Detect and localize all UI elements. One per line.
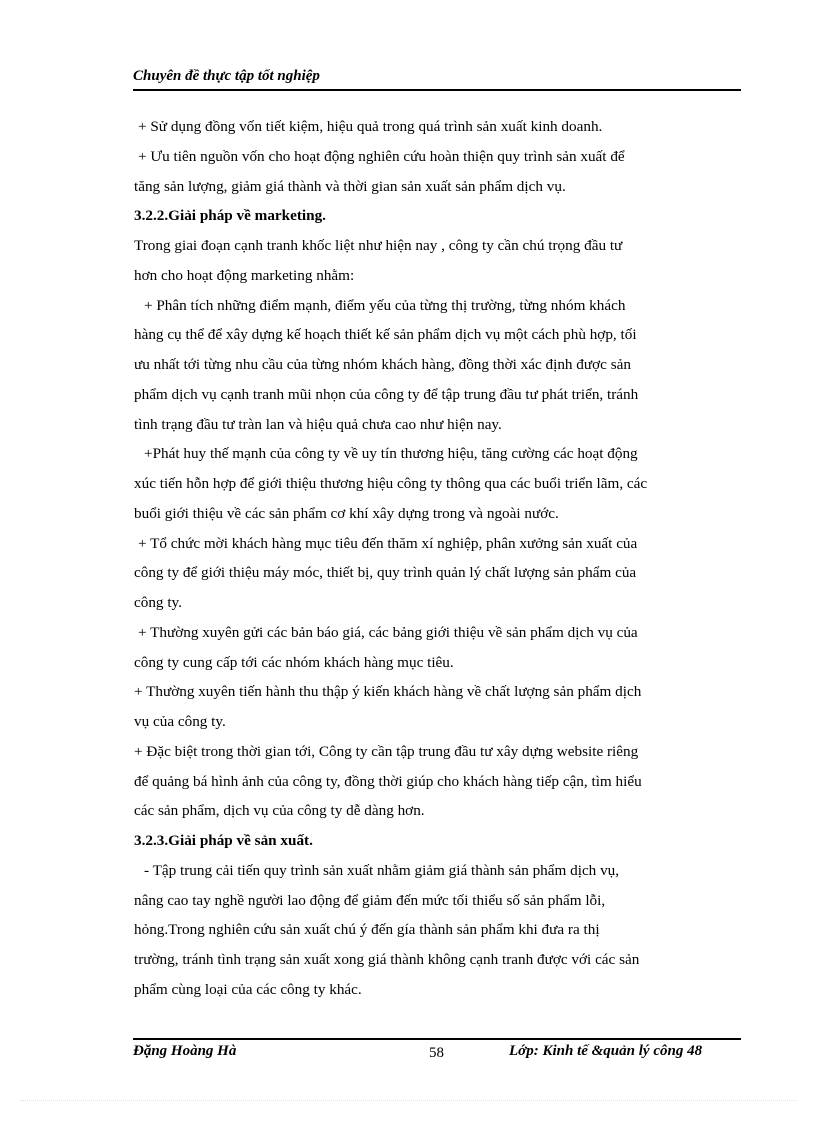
body-line: hỏng.Trong nghiên cứu sản xuất chú ý đến gía thành sản phẩm khi đưa ra thị [134,921,600,939]
body-line: + Tổ chức mời khách hàng mục tiêu đến thăm xí nghiệp, phân xưởng sản xuất của [138,534,638,552]
page-number: 58 [429,1045,444,1061]
body-line: buổi giới thiệu về các sản phẩm cơ khí xây dựng trong và ngoài nước. [134,504,559,522]
page-edge-divider [20,1100,796,1101]
section-heading-production: 3.2.3.Giải pháp về sản xuất. [134,832,313,849]
body-line: các sản phẩm, dịch vụ của công ty dễ dàng hơn. [134,802,425,820]
body-line: công ty cung cấp tới các nhóm khách hàng mục tiêu. [134,653,454,671]
body-line: Trong giai đoạn cạnh tranh khốc liệt như hiện nay , công ty cần chú trọng đầu tư [134,237,623,254]
body-line: hàng cụ thể để xây dựng kế hoạch thiết kế sản phẩm dịch vụ một cách phù hợp, tối [134,326,637,344]
body-line: phẩm cùng loại của các công ty khác. [134,980,362,998]
body-line: xúc tiến hỗn hợp để giới thiệu thương hiệu công ty thông qua các buổi triển lãm, các [134,475,648,492]
footer-rule [133,1038,741,1040]
body-line: + Đặc biệt trong thời gian tới, Công ty cần tập trung đầu tư xây dựng website riêng [134,742,639,760]
body-line: trường, tránh tình trạng sản xuất xong giá thành không cạnh tranh được với các sản [134,951,640,968]
body-line: + Ưu tiên nguồn vốn cho hoạt động nghiên cứu hoàn thiện quy trình sản xuất để [138,147,625,165]
body-line: + Sử dụng đồng vốn tiết kiệm, hiệu quả trong quá trình sản xuất kinh doanh. [138,118,603,135]
body-line: + Thường xuyên tiến hành thu thập ý kiến khách hàng về chất lượng sản phẩm dịch [134,683,642,701]
section-heading-marketing: 3.2.2.Giải pháp về marketing. [134,207,326,225]
document-body [134,112,746,1005]
body-line: tình trạng đầu tư tràn lan và hiệu quả chưa cao như hiện nay. [134,415,502,433]
body-line: +Phát huy thế mạnh của công ty về uy tín thương hiệu, tăng cường các hoạt động [144,445,638,463]
body-line: - Tập trung cải tiến quy trình sản xuất nhằm giảm giá thành sản phẩm dịch vụ, [144,861,620,879]
footer-author: Đặng Hoàng Hà [133,1043,237,1059]
body-line: + Thường xuyên gửi các bản báo giá, các bảng giới thiệu về sản phẩm dịch vụ của [138,623,638,641]
header-rule [133,89,741,91]
body-line: tăng sản lượng, giảm giá thành và thời gian sản xuất sản phẩm dịch vụ. [134,177,566,195]
body-line: + Phân tích những điểm mạnh, điểm yếu của từng thị trường, từng nhóm khách [144,296,626,314]
body-line: để quảng bá hình ảnh của công ty, đồng thời giúp cho khách hàng tiếp cận, tìm hiểu [134,772,642,790]
body-line: vụ của công ty. [134,713,226,730]
body-line: hơn cho hoạt động marketing nhằm: [134,266,355,284]
body-line: phẩm dịch vụ cạnh tranh mũi nhọn của công ty để tập trung đầu tư phát triển, tránh [134,385,639,403]
body-line: công ty. [134,594,182,611]
page-header-title: Chuyên đề thực tập tốt nghiệp [133,68,320,84]
body-line: ưu nhất tới từng nhu cầu của từng nhóm khách hàng, đồng thời xác định được sản [134,356,631,373]
footer-class-label: Lớp: Kinh tế &quản lý công 48 [509,1043,703,1059]
body-line: công ty để giới thiệu máy móc, thiết bị, quy trình quản lý chất lượng sản phẩm của [134,564,637,582]
body-line: nâng cao tay nghề người lao động để giảm đến mức tối thiểu số sản phẩm lỗi, [134,891,606,909]
